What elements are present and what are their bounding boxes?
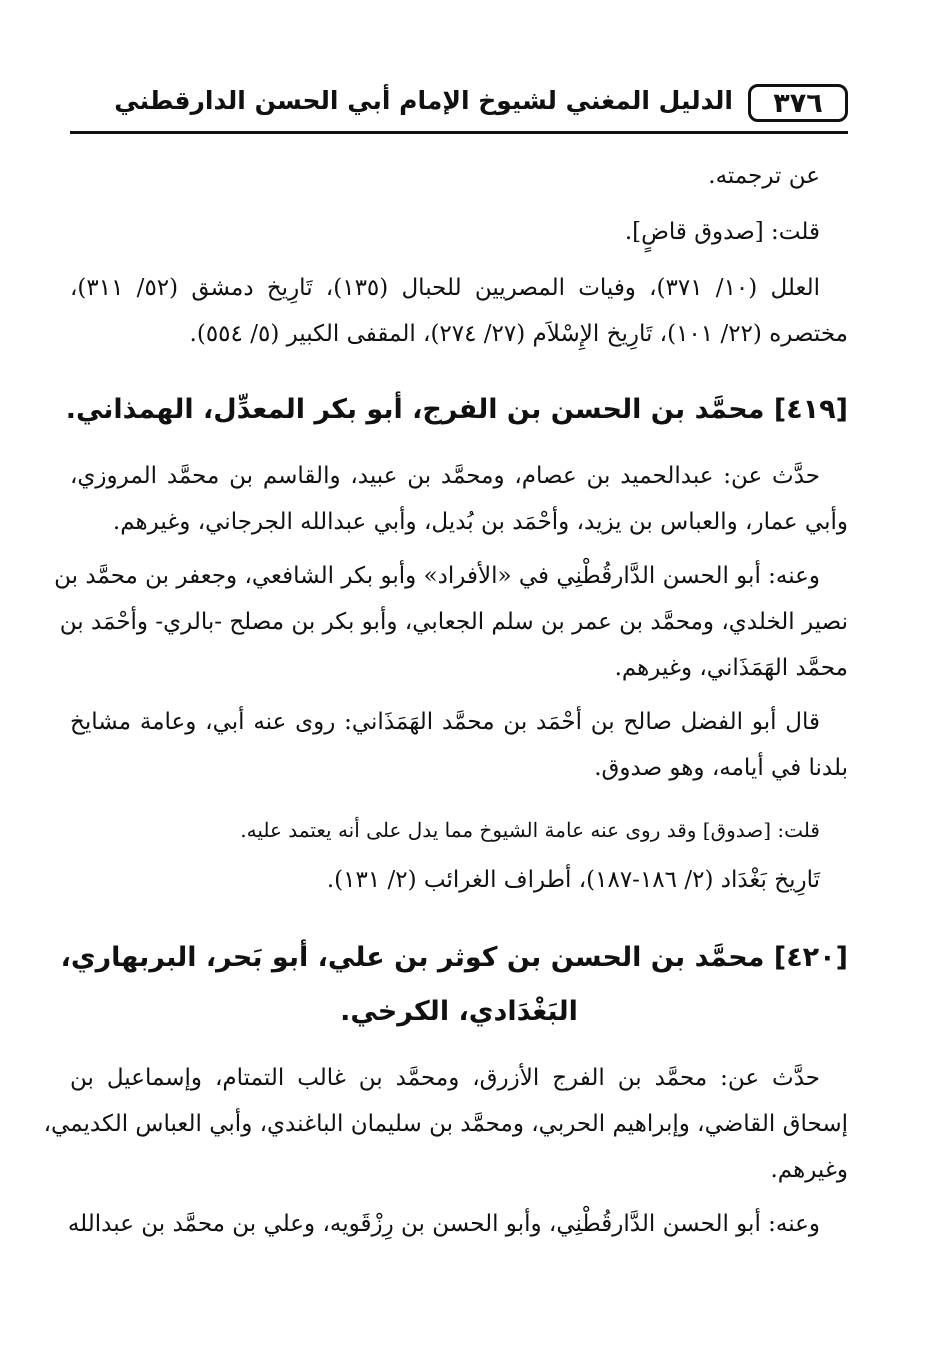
text-line: إسحاق القاضي، وإبراهيم الحربي، ومحمَّد بن سليمان الباغندي، وأبي العباس الكديمي، <box>43 1111 848 1137</box>
header-divider <box>70 131 848 134</box>
source-line: مختصره (٢٢/ ١٠١)، تَارِيخ الإِسْلاَم (٢٧/ ٢٧٤)، المقفى الكبير (٥/ ٥٥٤). <box>189 321 848 347</box>
page-header <box>70 80 848 126</box>
text-line: نصير الخلدي، ومحمَّد بن عمر بن سلم الجعابي، وأبو بكر بن مصلح -بالري- وأحْمَد بن <box>59 609 848 635</box>
text-line: عن ترجمته. <box>708 163 820 189</box>
running-title: الدليل المغني لشيوخ الإمام أبي الحسن الدارقطني <box>114 86 733 115</box>
text-line: حدَّث عن: محمَّد بن الفرج الأزرق، ومحمَّد بن غالب التمتام، وإسماعيل بن <box>70 1065 821 1091</box>
source-line: العلل (١٠/ ٣٧١)، وفيات المصريين للحبال (١٣٥)، تَارِيخ دمشق (٥٢/ ٣١١)، <box>70 275 820 301</box>
entry-heading-419: [٤١٩] محمَّد بن الحسن بن الفرج، أبو بكر المعدِّل، الهمذاني. <box>65 394 848 425</box>
text-line: وغيرهم. <box>770 1157 848 1183</box>
entry-heading-420: [٤٢٠] محمَّد بن الحسن بن كوثر بن علي، أبو بَحر، البربهاري، <box>60 942 848 973</box>
entry-heading-420-cont: البَغْدَادي، الكرخي. <box>340 996 578 1027</box>
note-line: قلت: [صدوق قاضٍ]. <box>624 219 820 245</box>
text-line: وعنه: أبو الحسن الدَّارقُطْنِي في «الأفراد» وأبو بكر الشافعي، وجعفر بن محمَّد بن <box>54 563 820 589</box>
note-line: قلت: [صدوق] وقد روى عنه عامة الشيوخ مما يدل على أنه يعتمد عليه. <box>240 818 820 842</box>
text-line: قال أبو الفضل صالح بن أحْمَد بن محمَّد الهَمَذَاني: روى عنه أبي، وعامة مشايخ <box>70 709 820 735</box>
text-line: وعنه: أبو الحسن الدَّارقُطْنِي، وأبو الحسن بن رِزْقَويه، وعلي بن محمَّد بن عبدالله <box>67 1211 820 1237</box>
page-number: ٣٧٦ <box>748 84 848 122</box>
source-line: تَارِيخ بَغْدَاد (٢/ ١٨٦-١٨٧)، أطراف الغرائب (٢/ ١٣١). <box>326 867 820 893</box>
text-line: وأبي عمار، والعباس بن يزيد، وأحْمَد بن بُديل، وأبي عبدالله الجرجاني، وغيرهم. <box>112 509 848 535</box>
text-line: محمَّد الهَمَذَاني، وغيرهم. <box>614 655 848 681</box>
text-line: بلدنا في أيامه، وهو صدوق. <box>594 755 848 781</box>
text-line: حدَّث عن: عبدالحميد بن عصام، ومحمَّد بن عبيد، والقاسم بن محمَّد المروزي، <box>70 463 820 489</box>
